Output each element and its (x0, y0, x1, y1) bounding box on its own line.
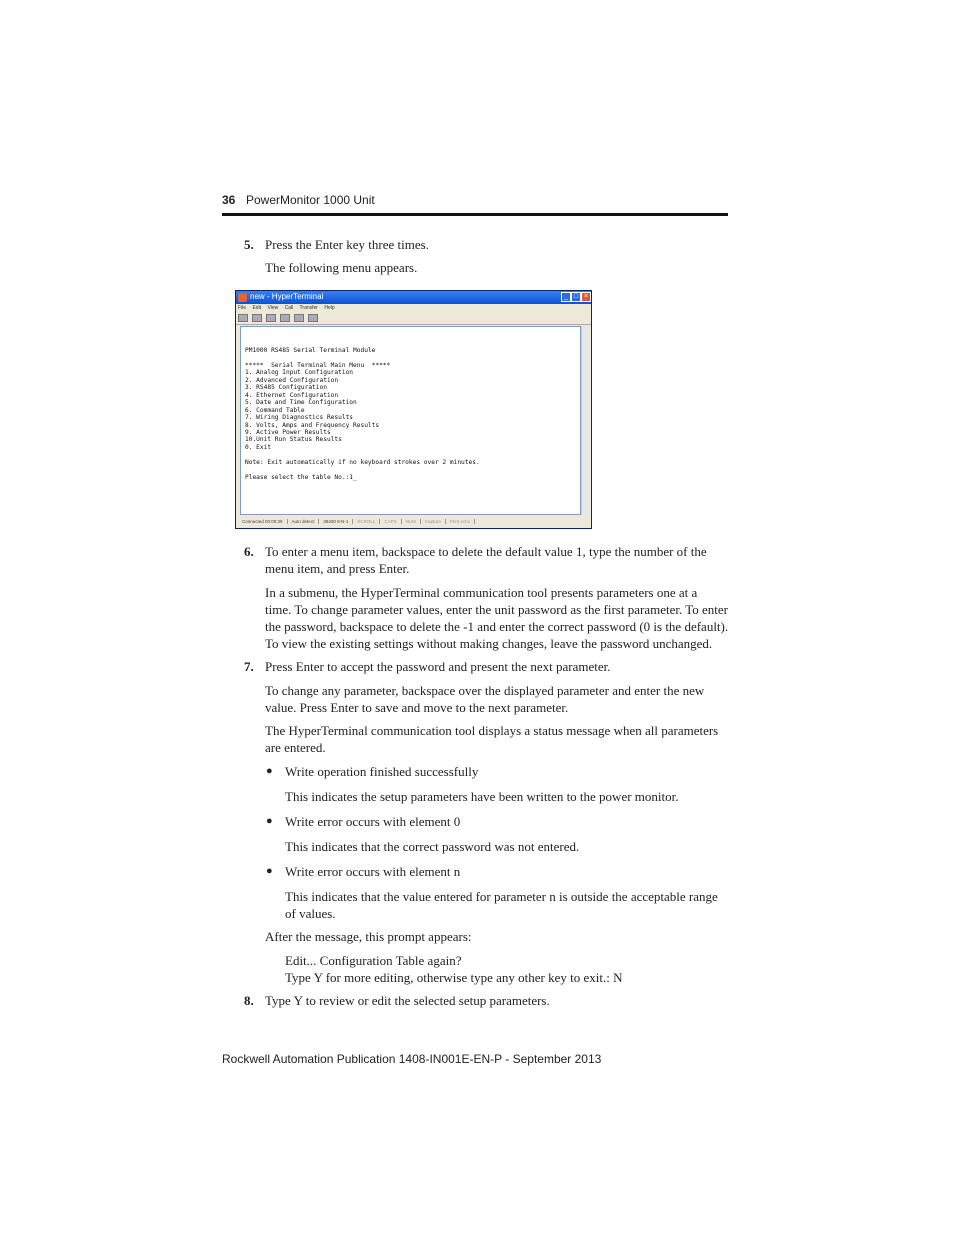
submenu-paragraph: In a submenu, the HyperTerminal communication tool presents parameters one at a time. To change parameter values, enter the unit password as the first parameter. To enter the password, backspace to delete the -1 and enter the correct password (0 is the default). To view the existing settings without making changes, leave the password unchanged. (265, 585, 729, 651)
bullet-icon: ● (266, 865, 273, 877)
bullet-1-title: Write operation finished successfully (285, 764, 479, 779)
status-capture: Capture (421, 519, 446, 524)
status-baud: 38400 8-N-1 (319, 519, 353, 524)
menu-appears-text: The following menu appears. (265, 260, 418, 275)
status-scroll: SCROLL (353, 519, 380, 524)
bullet-2-desc: This indicates that the correct password was not entered. (285, 839, 580, 854)
step-6-text: To enter a menu item, backspace to delete the default value 1, type the number of the menu item, and press Enter. (265, 544, 707, 576)
menu-call[interactable]: Call (284, 305, 294, 311)
bullet-icon: ● (266, 765, 273, 777)
close-icon[interactable]: × (581, 292, 591, 302)
bullet-1-desc: This indicates the setup parameters have been written to the power monitor. (285, 789, 679, 804)
open-icon[interactable] (252, 314, 262, 322)
bullet-icon: ● (266, 815, 273, 827)
menu-view[interactable]: View (267, 305, 279, 311)
send-icon[interactable] (294, 314, 304, 322)
bullet-2-title: Write error occurs with element 0 (285, 814, 461, 829)
menu-bar (238, 305, 340, 313)
toolbar (238, 314, 322, 323)
minimize-icon[interactable]: _ (561, 292, 571, 302)
menu-help[interactable]: Help (324, 305, 335, 311)
properties-icon[interactable] (308, 314, 318, 322)
terminal-text: PM1000 RS485 Serial Terminal Module ***** Serial Terminal Main Menu ***** 1. Analog Input Configuration 2. Advanced Configuration 3. RS485 Configuration 4. Ethernet Configuration 5. Date and Time Configuration 6. Command Table 7. Wiring Diagnostics Results 8. Volts, Amps and Frequency Results 9. Active Power Results 10.Unit Run Status Results 0. Exit Note: Exit automatically if no keyboard strokes over 2 minutes. Please select the table No.:1_ (245, 347, 480, 481)
change-parameter-paragraph: To change any parameter, backspace over the displayed parameter and enter the new value. Press Enter to save and move to the next parameter. (265, 683, 705, 715)
new-icon[interactable] (238, 314, 248, 322)
status-num: NUM (402, 519, 421, 524)
step-5-text: Press the Enter key three times. (265, 237, 429, 252)
scrollbar[interactable] (581, 326, 589, 515)
step-8-text: Type Y to review or edit the selected setup parameters. (265, 993, 550, 1008)
menu-file[interactable]: File (238, 305, 247, 311)
bullet-3-desc: This indicates that the value entered for parameter n is outside the acceptable range of values. (285, 889, 718, 921)
running-header-title: PowerMonitor 1000 Unit (246, 193, 375, 207)
menu-transfer[interactable]: Transfer (299, 305, 318, 311)
status-caps: CAPS (380, 519, 401, 524)
status-bar (238, 519, 475, 527)
header-rule (222, 213, 728, 216)
status-connected: Connected 00:00:39 (238, 519, 288, 524)
step-5-number: 5. (244, 237, 254, 252)
step-6-number: 6. (244, 544, 254, 559)
phone-icon[interactable] (266, 314, 276, 322)
status-detect: Auto detect (288, 519, 320, 524)
toolbar-divider (236, 324, 591, 325)
disconnect-icon[interactable] (280, 314, 290, 322)
after-message-text: After the message, this prompt appears: (265, 929, 472, 944)
menu-edit[interactable]: Edit (252, 305, 262, 311)
footer-publication: Rockwell Automation Publication 1408-IN001E-EN-P - September 2013 (222, 1052, 602, 1066)
prompt-text: Edit... Configuration Table again? Type Y for more editing, otherwise type any other key to exit.: N (285, 953, 623, 985)
maximize-icon[interactable]: □ (571, 292, 581, 302)
status-message-paragraph: The HyperTerminal communication tool displays a status message when all parameters are entered. (265, 723, 719, 755)
bullet-3-title: Write error occurs with element n (285, 864, 461, 879)
status-print-echo: Print echo (446, 519, 475, 524)
terminal-area[interactable] (240, 326, 581, 515)
title-bar (236, 291, 591, 304)
step-7-text: Press Enter to accept the password and present the next parameter. (265, 659, 611, 674)
app-icon (238, 293, 247, 302)
step-8-number: 8. (244, 993, 254, 1008)
step-7-number: 7. (244, 659, 254, 674)
page-number: 36 (222, 193, 236, 207)
hyperterminal-window (235, 290, 592, 529)
window-title: new - HyperTerminal (250, 292, 324, 301)
